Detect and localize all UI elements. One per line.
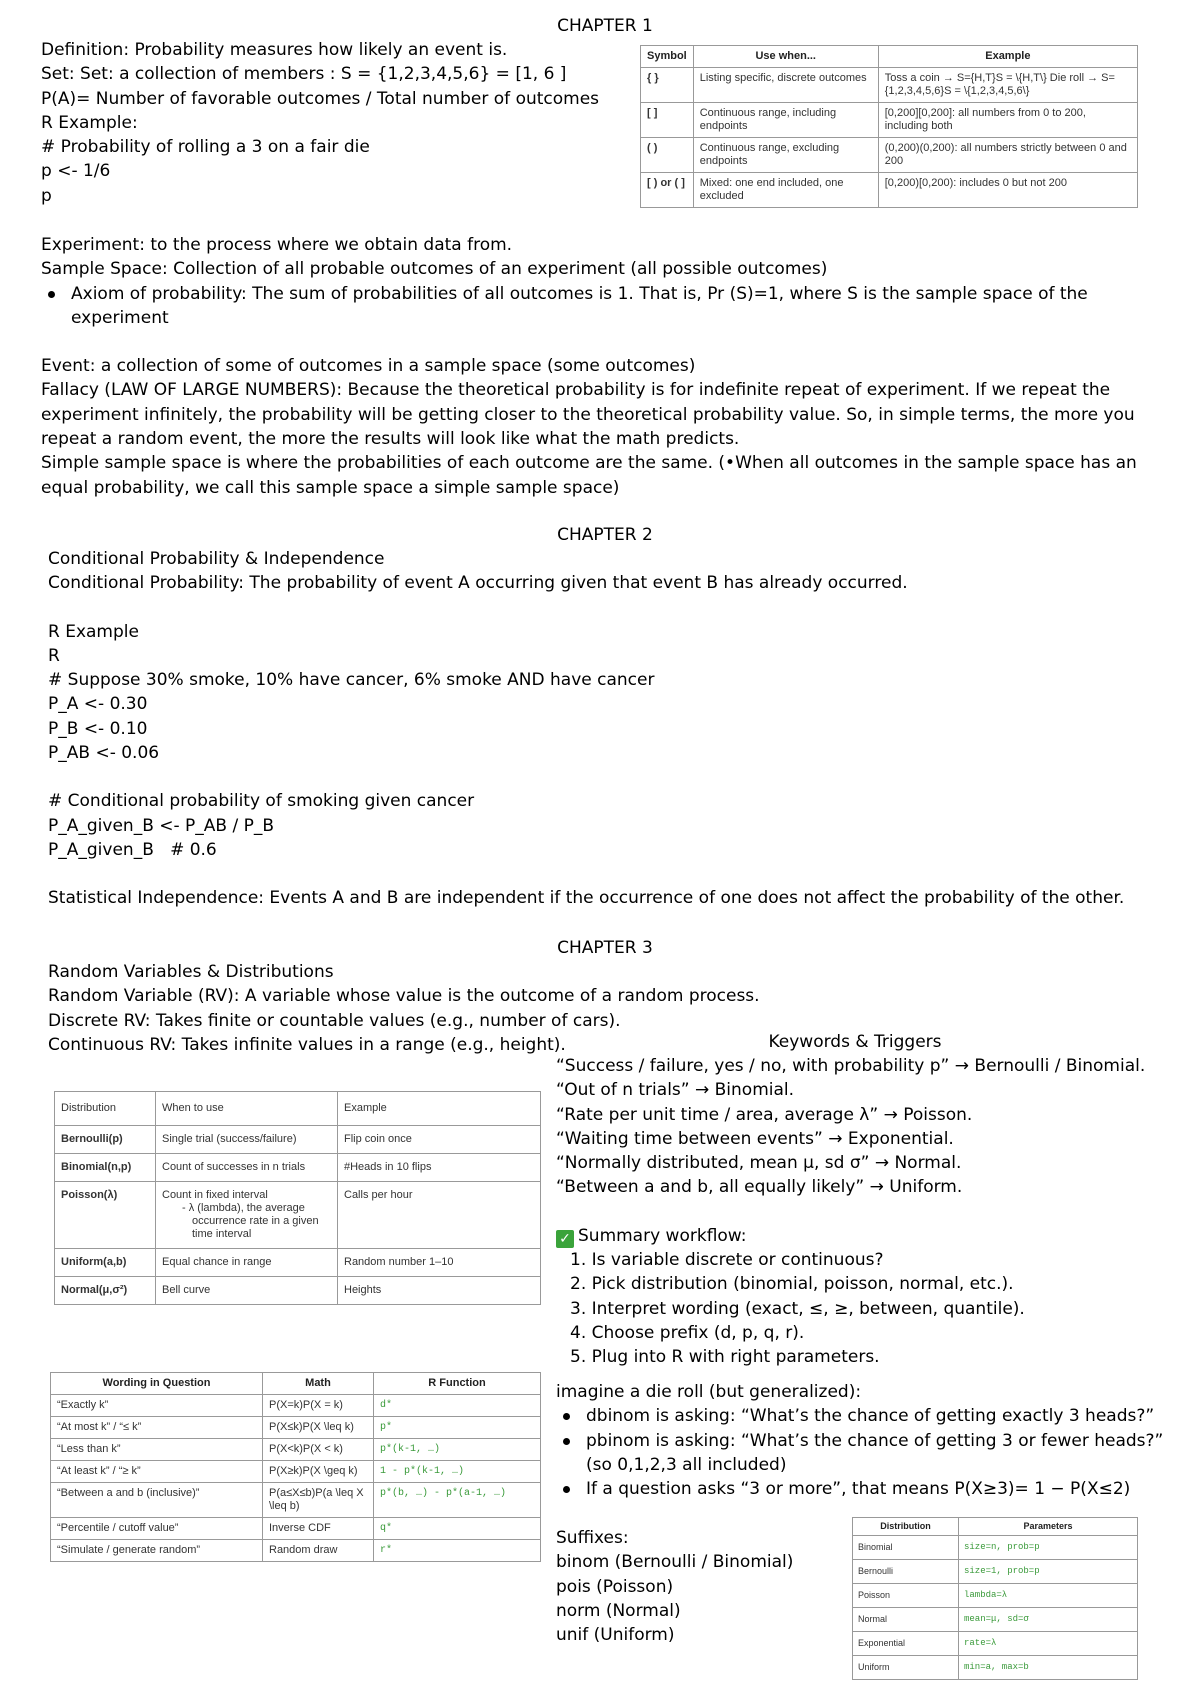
r-example-label: R Example: [48, 621, 139, 642]
table-cell: Equal chance in range: [156, 1249, 338, 1277]
sample-space-line: Sample Space: Collection of all probable outcomes of an experiment (all possible outcomes): [41, 259, 828, 280]
suffix-line: unif (Uniform): [556, 1625, 675, 1646]
table-cell: Count of successes in n trials: [156, 1154, 338, 1182]
r-comment-line: # Suppose 30% smoke, 10% have cancer, 6% smoke AND have cancer: [48, 670, 655, 691]
table-row: [853, 1632, 1138, 1656]
table-cell: Listing specific, discrete outcomes: [693, 68, 878, 103]
event-line: Event: a collection of some of outcomes in a sample space (some outcomes): [41, 356, 696, 377]
table-row: [51, 1395, 541, 1417]
table-header-cell: Use when...: [693, 46, 878, 68]
table-cell: Binomial(n,p): [55, 1154, 156, 1182]
simple-sample-space-paragraph: Simple sample space is where the probabilities of each outcome are the same. (•When all outcomes in the sample space has an equal probability, we call this sample space a simple sample space): [41, 453, 1137, 498]
table-row: [641, 68, 1138, 103]
chapter-2-body: [48, 547, 1168, 911]
table-row: [55, 1277, 541, 1305]
check-icon: ✓: [556, 1230, 574, 1248]
table-cell: Random number 1–10: [338, 1249, 541, 1277]
table-cell: Poisson(λ): [55, 1182, 156, 1249]
table-row: [853, 1536, 1138, 1560]
table-cell: [ ) or ( ]: [641, 173, 694, 208]
table-cell: “At most k” / “≤ k”: [51, 1417, 263, 1439]
chapter-2-heading: CHAPTER 2: [557, 525, 653, 545]
table-row: [51, 1461, 541, 1483]
table-cell: P(X≤k)P(X \leq k): [263, 1417, 374, 1439]
keyword-line: “Between a and b, all equally likely” → Uniform.: [556, 1177, 963, 1198]
keywords-list: [556, 1054, 1176, 1370]
axiom-item: Axiom of probability: The sum of probabilities of all outcomes is 1. That is, Pr (S)=1, where S is the sample space of the experiment: [41, 282, 1166, 331]
table-cell: “Between a and b (inclusive)”: [51, 1483, 263, 1518]
table-cell: [0,200)[0,200): includes 0 but not 200: [878, 173, 1137, 208]
r-code-line: p: [41, 185, 52, 206]
table-cell: rate=λ: [959, 1632, 1138, 1656]
table-header-row: [853, 1518, 1138, 1536]
r-code-line: P_A <- 0.30: [48, 694, 148, 715]
table-cell: P(X≥k)P(X \geq k): [263, 1461, 374, 1483]
table-row: [55, 1182, 541, 1249]
die-roll-item: pbinom is asking: “What’s the chance of getting 3 or fewer heads?” (so 0,1,2,3 all included): [556, 1429, 1176, 1478]
table-cell: Bernoulli(p): [55, 1126, 156, 1154]
chapter-3-intro: [48, 960, 760, 1057]
table-row: [51, 1439, 541, 1461]
random-variable-line: Random Variable (RV): A variable whose value is the outcome of a random process.: [48, 986, 760, 1007]
chapter-3-heading: CHAPTER 3: [557, 938, 653, 958]
table-cell: P(a≤X≤b)P(a \leq X \leq b): [263, 1483, 374, 1518]
die-roll-item: If a question asks “3 or more”, that means P(X≥3)= 1 − P(X≤2): [556, 1477, 1176, 1501]
table-cell: P(X=k)P(X = k): [263, 1395, 374, 1417]
table-cell: min=a, max=b: [959, 1656, 1138, 1680]
table-header-cell: Parameters: [959, 1518, 1138, 1536]
table-cell: Toss a coin → S={H,T}S = \{H,T\} Die roll → S={1,2,3,4,5,6}S = \{1,2,3,4,5,6\}: [878, 68, 1137, 103]
table-cell: Flip coin once: [338, 1126, 541, 1154]
r-code-line: P_A_given_B # 0.6: [48, 839, 217, 860]
table-cell: lambda=λ: [959, 1584, 1138, 1608]
distribution-table: [54, 1091, 541, 1305]
table-row: [51, 1483, 541, 1518]
table-cell: (0,200)(0,200): all numbers strictly between 0 and 200: [878, 138, 1137, 173]
keyword-line: “Success / failure, yes / no, with probability p” → Bernoulli / Binomial.: [556, 1056, 1146, 1076]
keyword-line: “Waiting time between events” → Exponential.: [556, 1128, 954, 1149]
table-cell: { }: [641, 68, 694, 103]
table-cell: “Less than k”: [51, 1439, 263, 1461]
workflow-step: 2. Pick distribution (binomial, poisson, normal, etc.).: [570, 1274, 1014, 1295]
continuous-rv-line: Continuous RV: Takes infinite values in a range (e.g., height).: [48, 1034, 566, 1055]
table-row: [51, 1518, 541, 1540]
table-cell: [0,200][0,200]: all numbers from 0 to 200, including both: [878, 103, 1137, 138]
table-cell: q*: [374, 1518, 541, 1540]
die-roll-list: [556, 1404, 1176, 1501]
poisson-sub-list: [162, 1202, 331, 1241]
r-example-label: R Example:: [41, 112, 138, 133]
table-row: [853, 1656, 1138, 1680]
set-line: Set: Set: a collection of members : S = {1,2,3,4,5,6} = [1, 6 ]: [41, 64, 567, 85]
workflow-step: 5. Plug into R with right parameters.: [570, 1347, 880, 1368]
table-cell: “Exactly k”: [51, 1395, 263, 1417]
table-row: [55, 1126, 541, 1154]
suffixes-title: Suffixes:: [556, 1528, 629, 1548]
table-cell: [156, 1182, 338, 1249]
table-cell: Continuous range, including endpoints: [693, 103, 878, 138]
independence-line: Statistical Independence: Events A and B are independent if the occurrence of one does not affect the probability of the other.: [48, 888, 1125, 909]
table-cell: “Simulate / generate random”: [51, 1540, 263, 1562]
table-header-cell: Example: [878, 46, 1137, 68]
table-cell: Poisson: [853, 1584, 959, 1608]
table-cell: Single trial (success/failure): [156, 1126, 338, 1154]
table-cell: Continuous range, excluding endpoints: [693, 138, 878, 173]
table-cell: p*(k-1, …): [374, 1439, 541, 1461]
table-header-row: [55, 1092, 541, 1126]
workflow-list: [556, 1248, 1176, 1369]
table-cell: Normal: [853, 1608, 959, 1632]
table-cell: [ ]: [641, 103, 694, 138]
table-cell: p*(b, …) - p*(a-1, …): [374, 1483, 541, 1518]
axiom-list: [41, 282, 1166, 331]
fallacy-paragraph: Fallacy (LAW OF LARGE NUMBERS): Because the theoretical probability is for indefinite repeat of experiment. If we repeat the experiment infinitely, the probability will be getting closer to the theoretical probability value. So, in simple terms, the more you repeat a random event, the more the results will look like what the math predicts.: [41, 380, 1135, 450]
table-header-cell: Symbol: [641, 46, 694, 68]
keyword-line: “Rate per unit time / area, average λ” → Poisson.: [556, 1104, 973, 1125]
keyword-line: “Out of n trials” → Binomial.: [556, 1080, 795, 1101]
table-cell: Bernoulli: [853, 1560, 959, 1584]
chapter-3-title: Random Variables & Distributions: [48, 962, 334, 982]
chapter-1-heading: CHAPTER 1: [557, 16, 653, 36]
table-cell: Mixed: one end included, one excluded: [693, 173, 878, 208]
chapter-1-intro: [41, 38, 621, 208]
table-row: [641, 103, 1138, 138]
table-row: [51, 1417, 541, 1439]
table-header-cell: Wording in Question: [51, 1373, 263, 1395]
table-cell: Bell curve: [156, 1277, 338, 1305]
workflow-step: 3. Interpret wording (exact, ≤, ≥, between, quantile).: [570, 1298, 1025, 1319]
table-header-cell: Distribution: [853, 1518, 959, 1536]
die-roll-item: dbinom is asking: “What’s the chance of getting exactly 3 heads?”: [556, 1404, 1176, 1428]
table-cell: Random draw: [263, 1540, 374, 1562]
table-cell: Exponential: [853, 1632, 959, 1656]
poisson-sub-item: - λ (lambda), the average occurrence rate in a given time interval: [182, 1202, 331, 1241]
table-cell: #Heads in 10 flips: [338, 1154, 541, 1182]
suffix-line: norm (Normal): [556, 1600, 681, 1621]
table-cell: Binomial: [853, 1536, 959, 1560]
table-header-cell: R Function: [374, 1373, 541, 1395]
table-cell: d*: [374, 1395, 541, 1417]
r-label: R: [48, 645, 60, 666]
r-code-line: p <- 1/6: [41, 161, 111, 182]
table-header-cell: Example: [338, 1092, 541, 1126]
table-cell: “Percentile / cutoff value”: [51, 1518, 263, 1540]
die-roll-intro: imagine a die roll (but generalized):: [556, 1382, 862, 1402]
wording-table: [50, 1372, 541, 1562]
table-cell: Uniform(a,b): [55, 1249, 156, 1277]
table-cell: Normal(μ,σ²): [55, 1277, 156, 1305]
r-code-line: P_A_given_B <- P_AB / P_B: [48, 815, 275, 836]
experiment-line: Experiment: to the process where we obtain data from.: [41, 235, 513, 255]
table-cell: 1 - p*(k-1, …): [374, 1461, 541, 1483]
table-row: [853, 1584, 1138, 1608]
table-cell: Uniform: [853, 1656, 959, 1680]
die-roll-section: [556, 1380, 1176, 1501]
table-cell: Heights: [338, 1277, 541, 1305]
table-cell: Inverse CDF: [263, 1518, 374, 1540]
conditional-definition: Conditional Probability: The probability of event A occurring given that event B has already occurred.: [48, 573, 908, 594]
table-cell: “At least k” / “≥ k”: [51, 1461, 263, 1483]
table-cell: p*: [374, 1417, 541, 1439]
table-cell: size=n, prob=p: [959, 1536, 1138, 1560]
probability-formula-line: P(A)= Number of favorable outcomes / Total number of outcomes: [41, 88, 600, 109]
table-cell: ( ): [641, 138, 694, 173]
parameters-table: [852, 1517, 1138, 1680]
table-cell: Calls per hour: [338, 1182, 541, 1249]
workflow-step: 4. Choose prefix (d, p, q, r).: [570, 1322, 805, 1343]
table-row: [641, 173, 1138, 208]
r-code-line: P_AB <- 0.06: [48, 743, 160, 764]
table-cell: size=1, prob=p: [959, 1560, 1138, 1584]
suffix-line: pois (Poisson): [556, 1576, 674, 1597]
symbol-table: [640, 45, 1138, 208]
table-row: [641, 138, 1138, 173]
suffixes-section: [556, 1526, 826, 1647]
table-row: [55, 1249, 541, 1277]
workflow-title-row: [556, 1224, 1176, 1248]
table-cell: P(X<k)P(X < k): [263, 1439, 374, 1461]
poisson-when-label: Count in fixed interval: [162, 1189, 268, 1201]
table-row: [853, 1560, 1138, 1584]
r-comment-line: # Probability of rolling a 3 on a fair die: [41, 137, 370, 158]
table-row: [853, 1608, 1138, 1632]
definition-line: Definition: Probability measures how likely an event is.: [41, 40, 508, 60]
workflow-step: 1. Is variable discrete or continuous?: [570, 1250, 884, 1271]
r-comment-line: # Conditional probability of smoking given cancer: [48, 791, 475, 812]
table-header-row: [641, 46, 1138, 68]
table-header-cell: When to use: [156, 1092, 338, 1126]
chapter-2-title: Conditional Probability & Independence: [48, 549, 385, 569]
table-row: [51, 1540, 541, 1562]
suffix-line: binom (Bernoulli / Binomial): [556, 1552, 794, 1573]
chapter-1-body: [41, 233, 1166, 500]
workflow-title: Summary workflow:: [578, 1225, 747, 1246]
r-code-line: P_B <- 0.10: [48, 718, 148, 739]
table-cell: mean=μ, sd=σ: [959, 1608, 1138, 1632]
discrete-rv-line: Discrete RV: Takes finite or countable values (e.g., number of cars).: [48, 1010, 621, 1031]
keyword-line: “Normally distributed, mean μ, sd σ” → Normal.: [556, 1153, 962, 1174]
keywords-title: Keywords & Triggers: [768, 1032, 942, 1052]
table-cell: r*: [374, 1540, 541, 1562]
table-header-row: [51, 1373, 541, 1395]
table-row: [55, 1154, 541, 1182]
table-header-cell: Math: [263, 1373, 374, 1395]
table-header-cell: Distribution: [55, 1092, 156, 1126]
